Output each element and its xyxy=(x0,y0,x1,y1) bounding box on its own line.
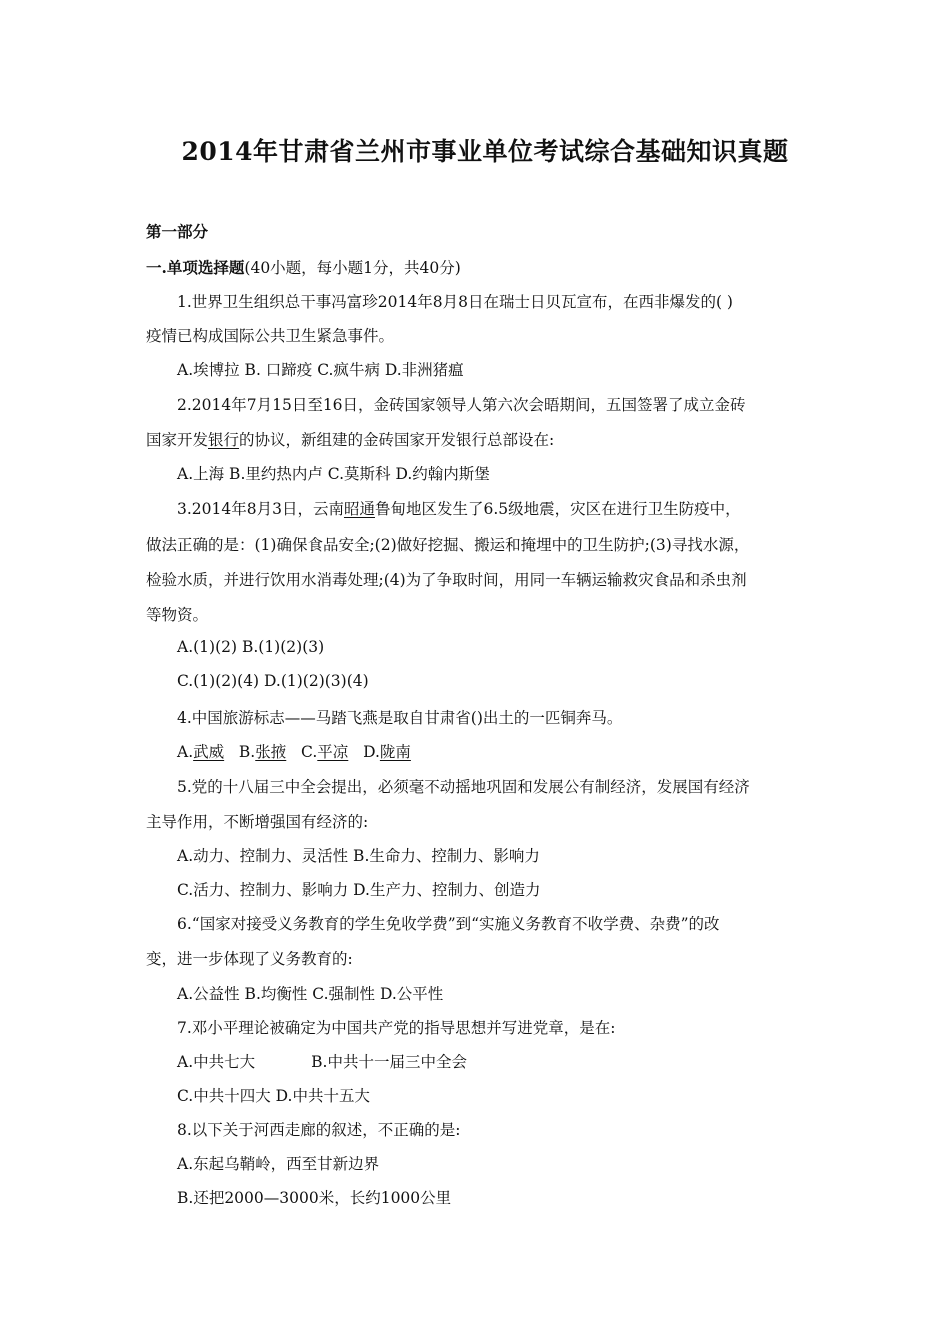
q4-link-pingliang[interactable]: 平凉 xyxy=(317,743,349,761)
q5-line-2: 主导作用，不断增强国有经济的: xyxy=(146,813,369,831)
q1-line-1: 1.世界卫生组织总干事冯富珍2014年8月8日在瑞士日贝瓦宣布，在西非爆发的( ) xyxy=(177,293,733,311)
q4-link-wuwei[interactable]: 武威 xyxy=(193,743,225,761)
q1-line-2: 疫情已构成国际公共卫生紧急事件。 xyxy=(146,327,395,345)
q8-option-b: B.还把2000—3000米，长约1000公里 xyxy=(177,1189,452,1207)
q3-text-b: 鲁甸地区发生了6.5级地震，灾区在进行卫生防疫中， xyxy=(374,500,741,518)
q3-line-3: 检验水质，并进行饮用水消毒处理;(4)为了争取时间，用同一车辆运输救灾食品和杀虫剂 xyxy=(146,571,747,589)
q7-options-1 xyxy=(177,1050,467,1072)
q5-options-1: A.动力、控制力、灵活性 B.生命力、控制力、影响力 xyxy=(177,847,540,865)
section-title: 一.单项选择题 xyxy=(146,258,245,277)
q7-options-2: C.中共十四大 D.中共十五大 xyxy=(177,1087,370,1105)
section-note: (40小题，每小题1分，共40分) xyxy=(244,259,461,277)
q4-c-prefix: C. xyxy=(286,743,318,761)
q6-options: A.公益性 B.均衡性 C.强制性 D.公平性 xyxy=(177,985,444,1003)
q8-line-1: 8.以下关于河西走廊的叙述，不正确的是: xyxy=(177,1121,461,1139)
q8-option-a: A.东起乌鞘岭，西至甘新边界 xyxy=(177,1155,380,1173)
q7-option-a: A.中共七大 xyxy=(177,1053,256,1071)
q4-line-1: 4.中国旅游标志——马踏飞燕是取自甘肃省()出土的一匹铜奔马。 xyxy=(177,709,623,727)
q2-text-b: 的协议，新组建的金砖国家开发银行总部设在: xyxy=(239,431,555,449)
q2-text-a: 国家开发 xyxy=(146,431,209,449)
q6-line-2: 变，进一步体现了义务教育的: xyxy=(146,950,353,968)
q2-line-1: 2.2014年7月15日至16日，金砖国家领导人第六次会晤期间，五国签署了成立金砖 xyxy=(177,396,746,414)
q3-link-zhaotong[interactable]: 昭通 xyxy=(343,500,375,518)
q2-line-2 xyxy=(146,428,554,450)
q3-line-4: 等物资。 xyxy=(146,606,209,624)
part-heading: 第一部分 xyxy=(146,222,209,241)
q4-d-prefix: D. xyxy=(348,743,380,761)
section-heading xyxy=(146,256,461,278)
q3-options-2: C.(1)(2)(4) D.(1)(2)(3)(4) xyxy=(177,672,369,690)
q4-link-zhangye[interactable]: 张掖 xyxy=(255,743,287,761)
q7-line-1: 7.邓小平理论被确定为中国共产党的指导思想并写进党章，是在: xyxy=(177,1019,616,1037)
q2-options: A.上海 B.里约热内卢 C.莫斯科 D.约翰内斯堡 xyxy=(177,465,490,483)
q5-options-2: C.活力、控制力、影响力 D.生产力、控制力、创造力 xyxy=(177,881,541,899)
document-title: 2014年甘肃省兰州市事业单位考试综合基础知识真题 xyxy=(181,137,789,166)
q3-line-1 xyxy=(177,497,741,519)
q3-options-1: A.(1)(2) B.(1)(2)(3) xyxy=(177,638,325,656)
q3-text-a: 3.2014年8月3日，云南 xyxy=(177,500,344,518)
q4-options xyxy=(177,740,411,762)
q5-line-1: 5.党的十八届三中全会提出，必须毫不动摇地巩固和发展公有制经济，发展国有经济 xyxy=(177,778,750,796)
q2-link-bank[interactable]: 银行 xyxy=(208,431,240,449)
q4-b-prefix: B. xyxy=(224,743,256,761)
q6-line-1: 6.“国家对接受义务教育的学生免收学费”到“实施义务教育不收学费、杂费”的改 xyxy=(177,915,720,933)
q3-line-2: 做法正确的是：(1)确保食品安全;(2)做好挖掘、搬运和掩埋中的卫生防护;(3)寻找水源， xyxy=(146,536,750,554)
q4-a-prefix: A. xyxy=(177,743,194,761)
q1-options: A.埃博拉 B. 口蹄疫 C.疯牛病 D.非洲猪瘟 xyxy=(177,361,464,379)
q7-option-b: B.中共十一届三中全会 xyxy=(311,1053,467,1071)
q4-link-longnan[interactable]: 陇南 xyxy=(379,743,411,761)
